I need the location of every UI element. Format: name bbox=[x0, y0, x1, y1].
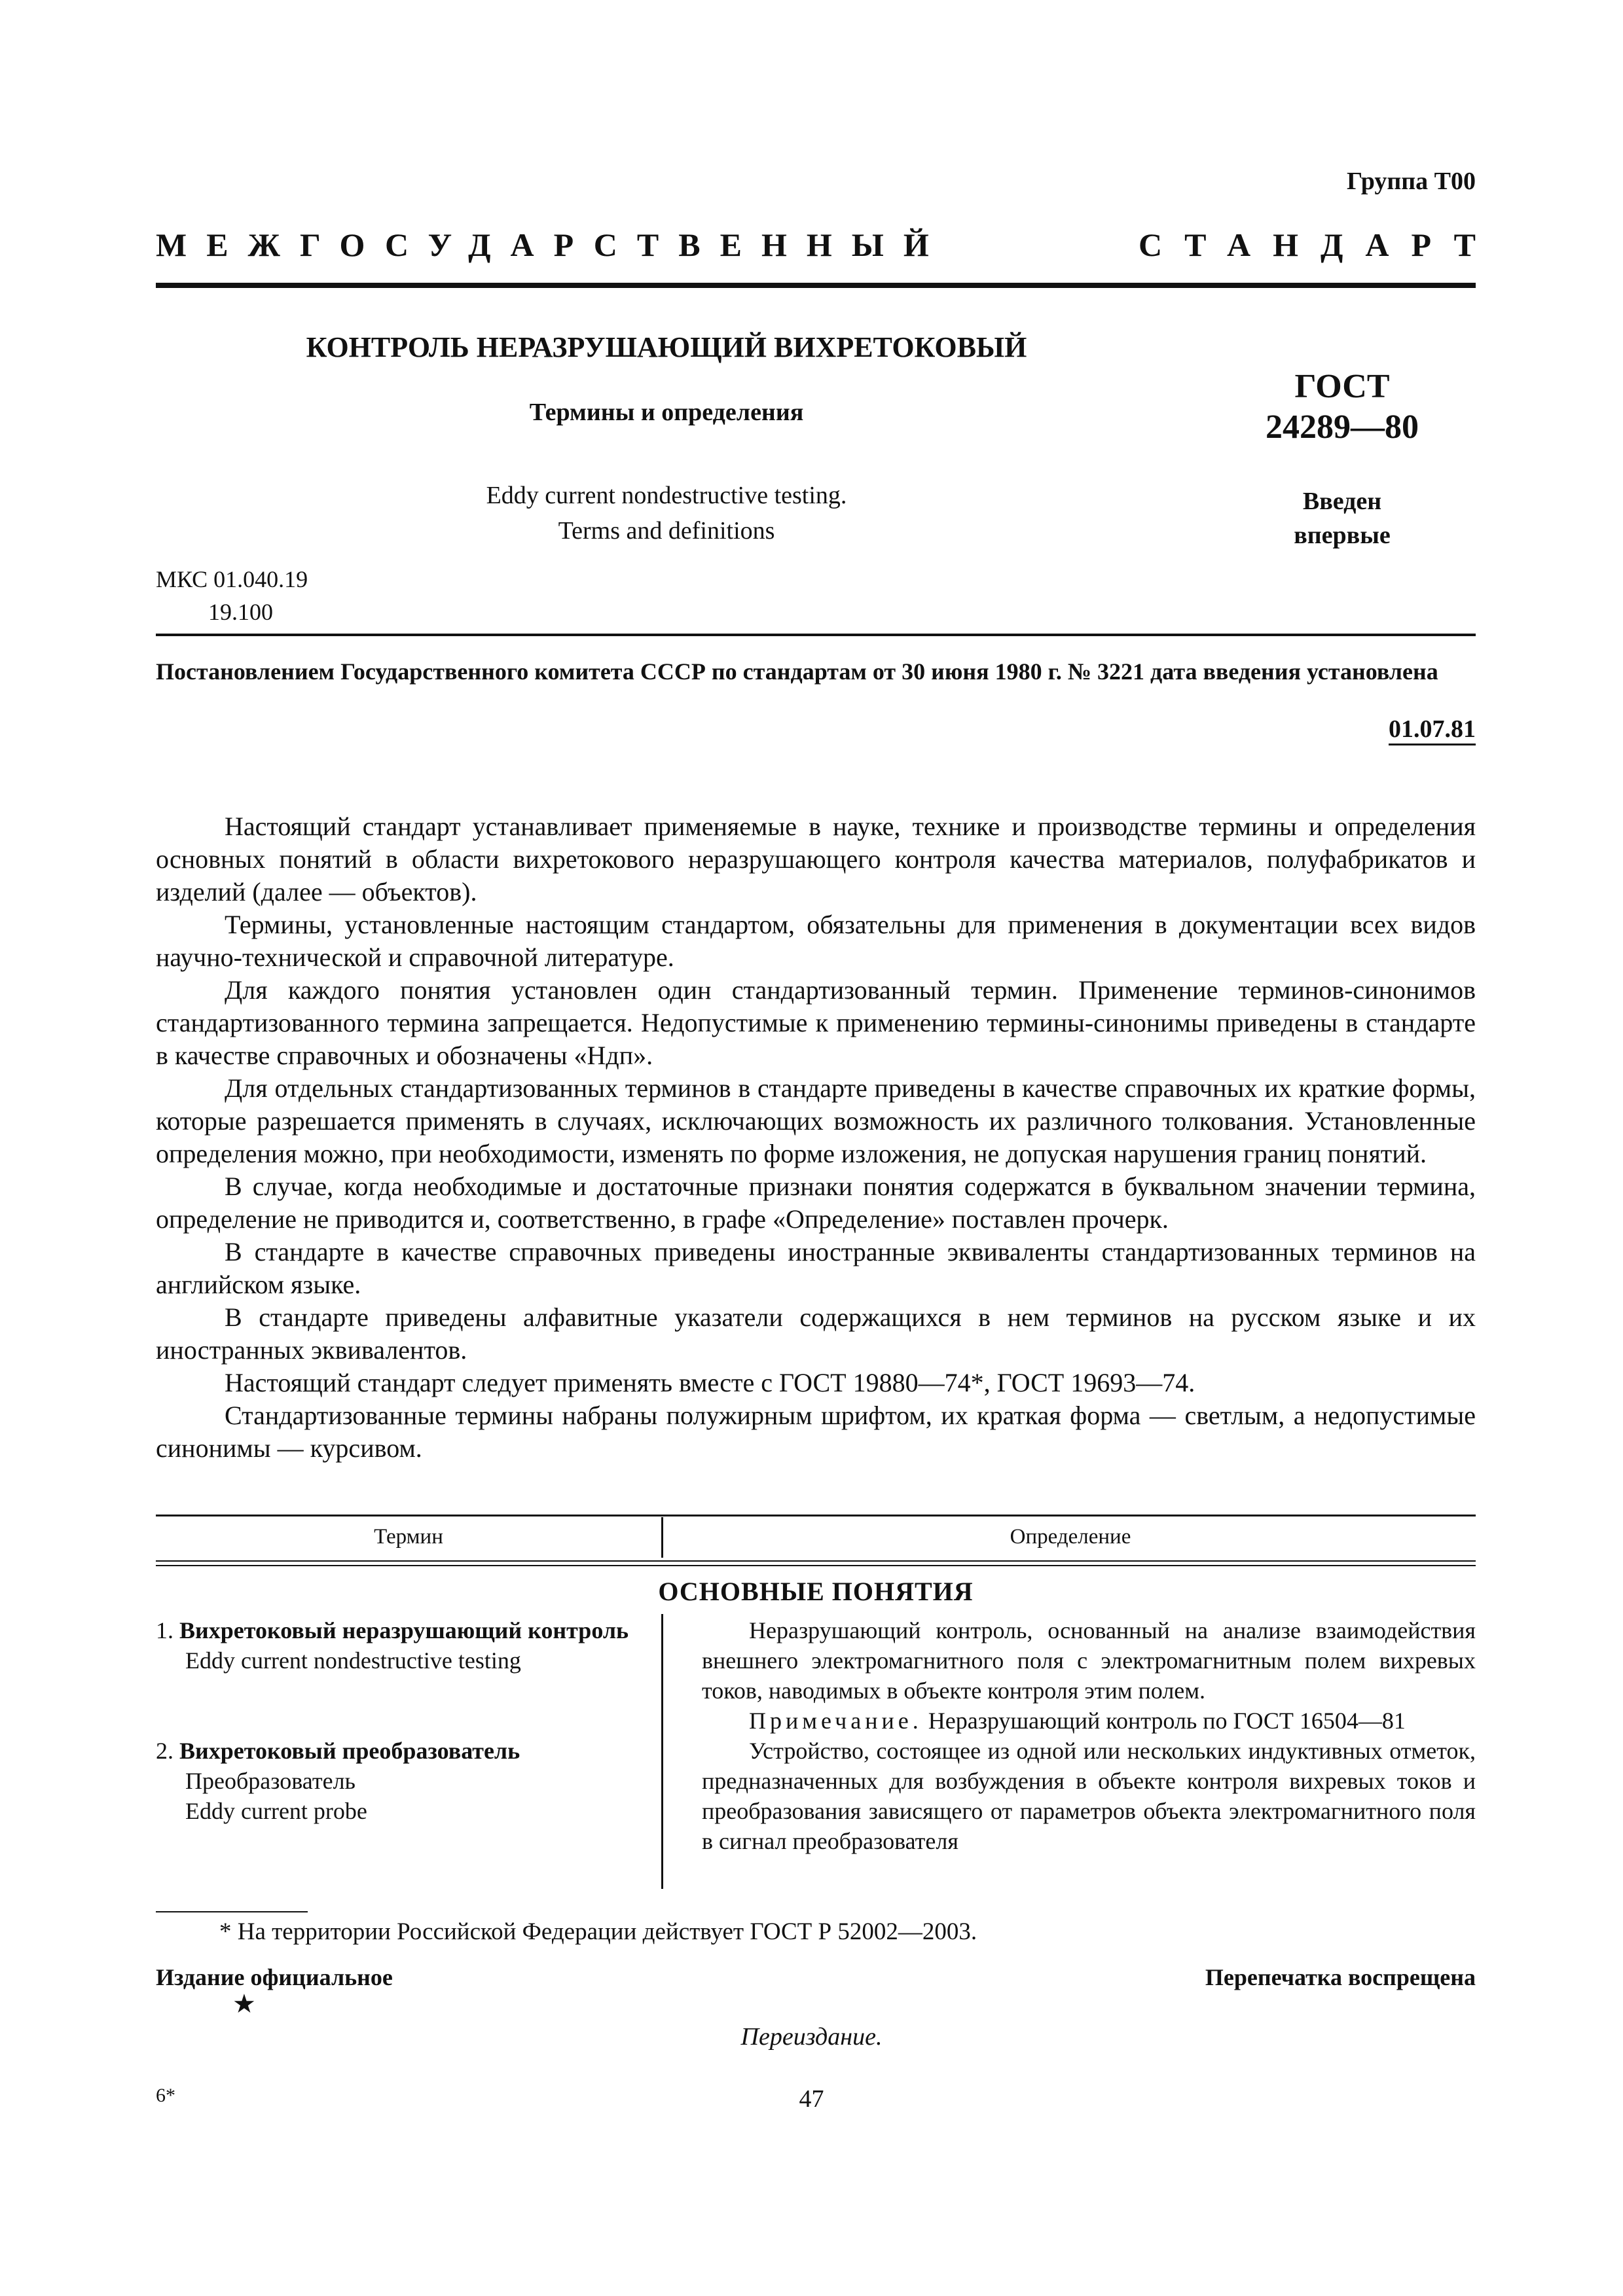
term-number: 2. bbox=[156, 1738, 173, 1764]
status-line-2: впервые bbox=[1294, 522, 1391, 549]
introduction-date: 01.07.81 bbox=[1389, 715, 1476, 745]
gost-number: 24289—80 bbox=[1266, 408, 1419, 446]
table-header-rule-1 bbox=[156, 1560, 1476, 1562]
term-english: Eddy current nondestructive testing bbox=[185, 1647, 521, 1674]
page-number: 47 bbox=[799, 2085, 824, 2113]
intro-paragraph: В случае, когда необходимые и достаточные признаки понятия содержатся в буквальном значении термина, определение не приводится и, соответственно, в графе «Определение» поставлен прочерк. bbox=[156, 1172, 1476, 1234]
group-label: Группа Т00 bbox=[1346, 168, 1476, 195]
term-entry-1 bbox=[156, 1615, 660, 1676]
definition-text: Устройство, состоящее из одной или нескольких индуктивных отметок, предназначенных для возбуждения в объекте контроля вихревых токов и преобразования зависящего от параметров объекта электромагнитного поля в сигнал преобразователя bbox=[702, 1738, 1476, 1854]
column-header-definition: Определение bbox=[1010, 1525, 1131, 1549]
introduction-status bbox=[1205, 484, 1480, 552]
intro-paragraph: Стандартизованные термины набраны полужирным шрифтом, их краткая форма — светлым, а недопустимые синонимы — курсивом. bbox=[156, 1401, 1476, 1463]
star-icon: ★ bbox=[232, 1989, 256, 2018]
footnote-rule bbox=[156, 1911, 308, 1912]
edition-label: Издание официальное bbox=[156, 1964, 393, 1990]
mks-line-2: 19.100 bbox=[208, 599, 273, 625]
english-title bbox=[156, 478, 1177, 548]
intro-paragraph: Термины, установленные настоящим стандартом, обязательны для применения в документации всех видов научно-технической и справочной литературе. bbox=[156, 910, 1476, 972]
intro-paragraph: Для каждого понятия установлен один стандартизованный термин. Применение терминов-синонимов стандартизованного термина запрещается. Недопустимые к применению термины-синонимы приведены в стандарте в качестве справочных и обозначены «Ндп». bbox=[156, 975, 1476, 1070]
column-header-term: Термин bbox=[374, 1525, 443, 1549]
resolution-text: Постановлением Государственного комитета СССР по стандартам от 30 июня 1980 г. № 3221 дата введения установлена bbox=[156, 658, 1438, 685]
gost-label: ГОСТ bbox=[1294, 368, 1390, 405]
english-title-line-2: Terms and definitions bbox=[558, 517, 775, 545]
introduction-text bbox=[156, 810, 1476, 1465]
interstate-word: МЕЖГОСУДАРСТВЕННЫЙ bbox=[156, 226, 949, 263]
definition-text: Неразрушающий контроль, основанный на анализе взаимодействия внешнего электромагнитного поля с электромагнитным полем вихревых токов, наводимых в объекте контроля этим полем. bbox=[702, 1617, 1476, 1704]
english-title-line-1: Eddy current nondestructive testing. bbox=[486, 482, 847, 509]
definition-entry-1 bbox=[702, 1615, 1476, 1736]
term-title: Вихретоковый преобразователь bbox=[179, 1738, 520, 1764]
footnote: * На территории Российской Федерации действует ГОСТ Р 52002—2003. bbox=[219, 1918, 977, 1945]
definition-entry-2 bbox=[702, 1736, 1476, 1856]
column-divider bbox=[661, 1517, 663, 1558]
sheet-mark: 6* bbox=[156, 2085, 175, 2106]
note-text: Неразрушающий контроль по ГОСТ 16504—81 bbox=[928, 1708, 1406, 1734]
document-title: КОНТРОЛЬ НЕРАЗРУШАЮЩИЙ ВИХРЕТОКОВЫЙ bbox=[306, 331, 1027, 363]
note-label: Примечание. bbox=[749, 1708, 922, 1734]
status-line-1: Введен bbox=[1302, 488, 1382, 515]
table-top-rule bbox=[156, 1515, 1476, 1516]
term-title: Вихретоковый неразрушающий контроль bbox=[179, 1617, 629, 1643]
reprint-notice: Перепечатка воспрещена bbox=[1205, 1964, 1476, 1990]
intro-paragraph: Настоящий стандарт следует применять вместе с ГОСТ 19880—74*, ГОСТ 19693—74. bbox=[225, 1368, 1195, 1397]
intro-paragraph: В стандарте в качестве справочных приведены иностранные эквиваленты стандартизованных терминов на английском языке. bbox=[156, 1237, 1476, 1299]
table-header-rule-2 bbox=[156, 1565, 1476, 1566]
table-header bbox=[156, 1517, 1476, 1558]
intro-paragraph: Настоящий стандарт устанавливает применяемые в науке, технике и производстве термины и определения основных понятий в области вихретокового неразрушающего контроля качества материалов, полуфабрикатов и изделий (далее — объектов). bbox=[156, 812, 1476, 906]
interstate-standard-header bbox=[156, 226, 1498, 264]
resolution-rule bbox=[156, 634, 1476, 636]
reissue-label: Переиздание. bbox=[740, 2023, 883, 2051]
intro-paragraph: В стандарте приведены алфавитные указатели содержащихся в нем терминов на русском языке и их иностранных эквивалентов. bbox=[156, 1302, 1476, 1365]
table-column-divider bbox=[661, 1614, 663, 1889]
term-number: 1. bbox=[156, 1617, 173, 1643]
document-subtitle: Термины и определения bbox=[529, 399, 804, 426]
standard-word: СТАНДАРТ bbox=[1139, 226, 1498, 263]
term-english: Eddy current probe bbox=[185, 1798, 367, 1824]
term-short-form: Преобразователь bbox=[185, 1768, 356, 1794]
mks-code bbox=[156, 563, 308, 628]
term-entry-2 bbox=[156, 1736, 660, 1826]
intro-paragraph: Для отдельных стандартизованных терминов в стандарте приведены в качестве справочных их краткие формы, которые разрешается применять в случаях, исключающих возможность их различного толкования. Установленные определения можно, при необходимости, изменять по форме изложения, не допуская нарушения границ понятий. bbox=[156, 1073, 1476, 1168]
section-heading: ОСНОВНЫЕ ПОНЯТИЯ bbox=[658, 1577, 974, 1606]
mks-line-1: МКС 01.040.19 bbox=[156, 566, 308, 592]
gost-designation bbox=[1205, 367, 1480, 448]
header-rule bbox=[156, 283, 1476, 288]
